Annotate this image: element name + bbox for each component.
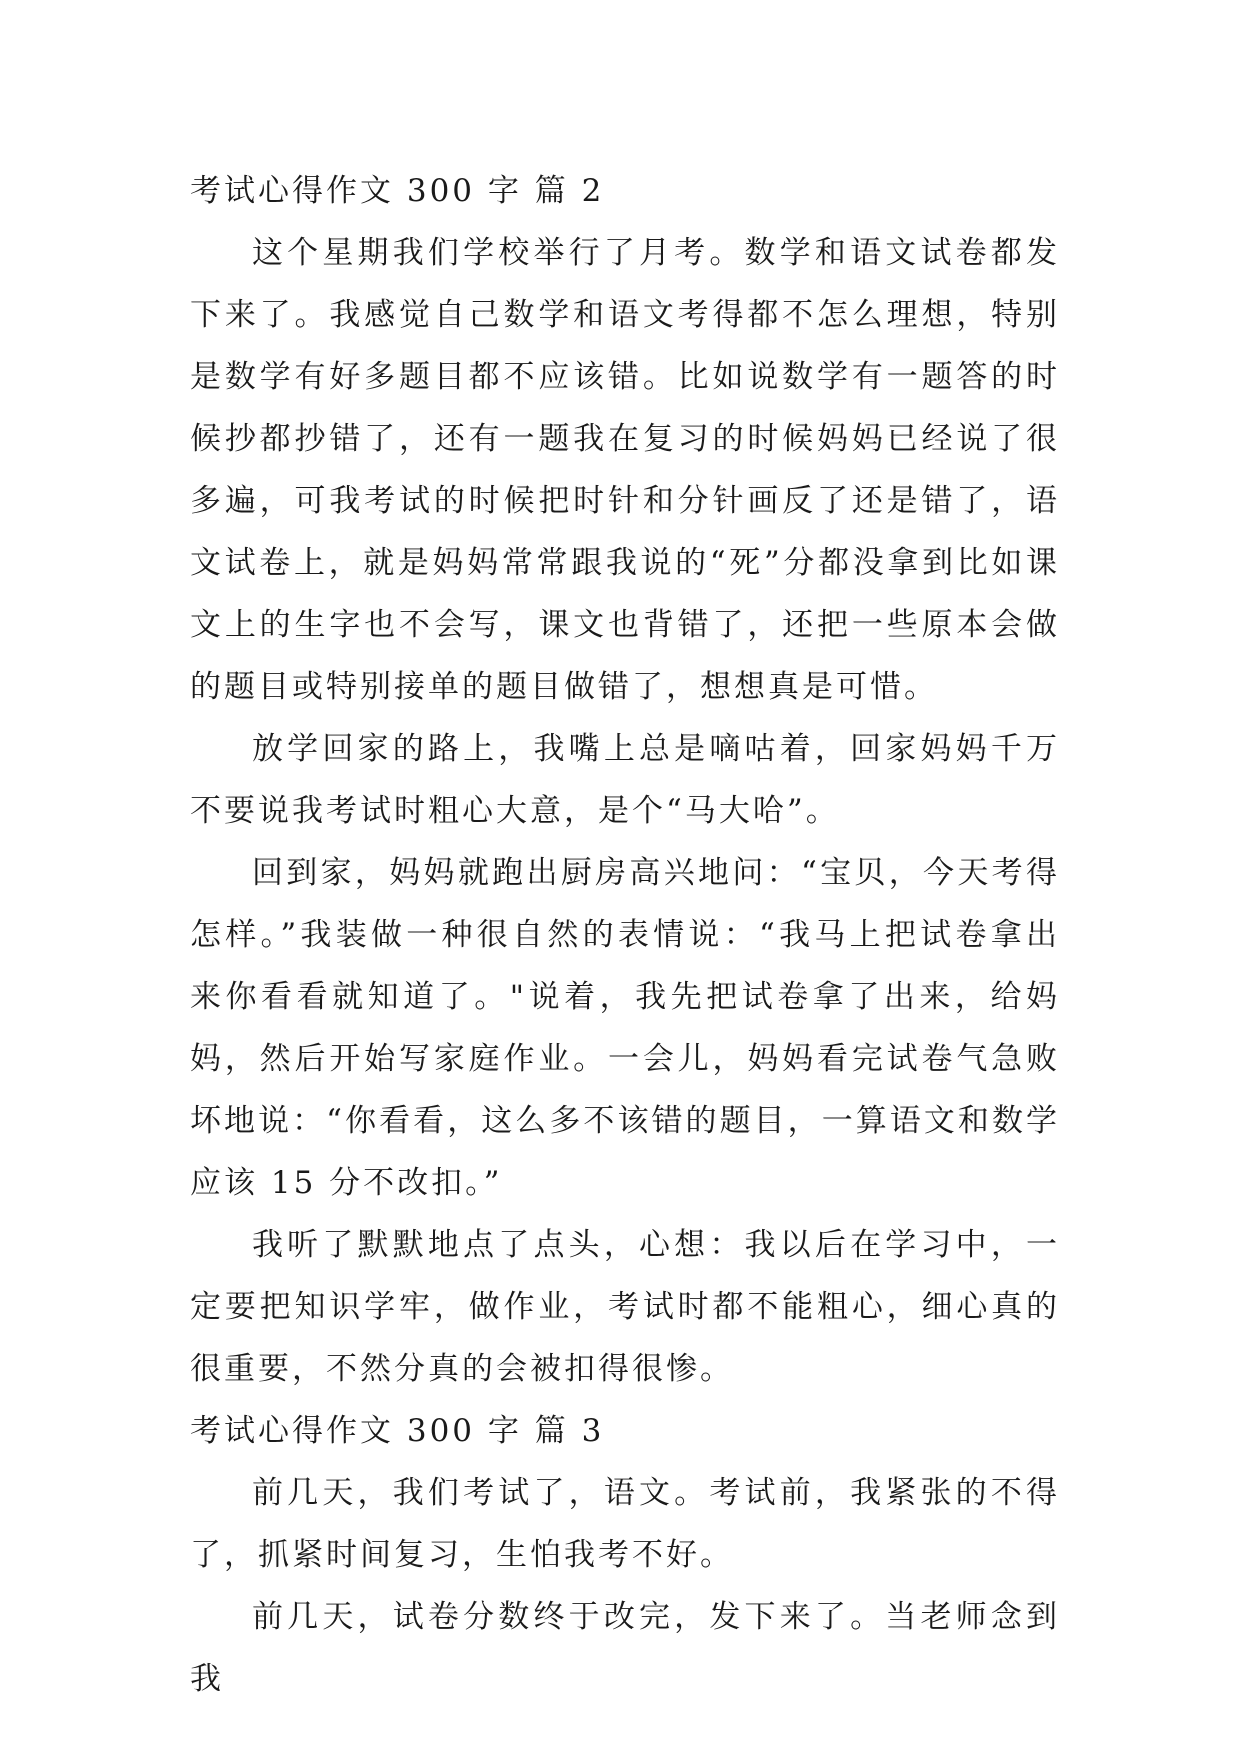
section-heading: 考试心得作文 300 字 篇 3: [190, 1413, 605, 1449]
essay-section-3: [190, 1400, 1060, 1710]
paragraph: 我听了默默地点了点头，心想：我以后在学习中，一定要把知识学牢，做作业，考试时都不能粗心，细心真的很重要，不然分真的会被扣得很惨。: [190, 1227, 1060, 1387]
section-heading: 考试心得作文 300 字 篇 2: [190, 173, 605, 209]
paragraph: 前几天，试卷分数终于改完，发下来了。当老师念到我: [190, 1599, 1060, 1697]
essay-section-2: [190, 160, 1060, 1400]
paragraph: 回到家，妈妈就跑出厨房高兴地问：“宝贝，今天考得怎样。”我装做一种很自然的表情说：“我马上把试卷拿出来你看看就知道了。"说着，我先把试卷拿了出来，给妈妈，然后开始写家庭作业。一会儿，妈妈看完试卷气急败坏地说：“你看看，这么多不该错的题目，一算语文和数学应该 15 分不改扣。”: [190, 855, 1060, 1201]
document-body: [190, 160, 1060, 1710]
paragraph: 前几天，我们考试了，语文。考试前，我紧张的不得了，抓紧时间复习，生怕我考不好。: [190, 1475, 1060, 1573]
paragraph: 放学回家的路上，我嘴上总是嘀咕着，回家妈妈千万不要说我考试时粗心大意，是个“马大哈”。: [190, 731, 1060, 829]
paragraph: 这个星期我们学校举行了月考。数学和语文试卷都发下来了。我感觉自己数学和语文考得都不怎么理想，特别是数学有好多题目都不应该错。比如说数学有一题答的时候抄都抄错了，还有一题我在复习的时候妈妈已经说了很多遍，可我考试的时候把时针和分针画反了还是错了，语文试卷上，就是妈妈常常跟我说的“死”分都没拿到比如课文上的生字也不会写，课文也背错了，还把一些原本会做的题目或特别接单的题目做错了，想想真是可惜。: [190, 235, 1060, 705]
